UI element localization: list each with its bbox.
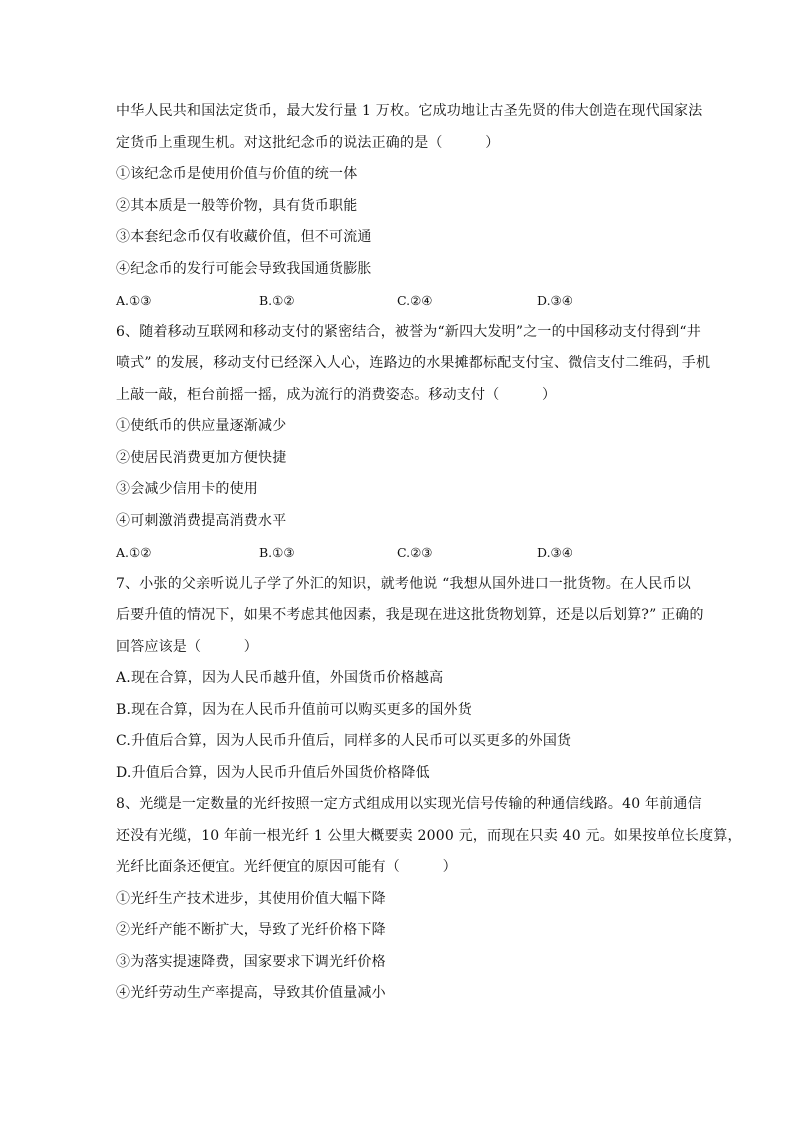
- q6-options: [116, 537, 686, 569]
- q7-choice-a: A.现在合算，因为人民币越升值，外国货币价格越高: [116, 670, 444, 686]
- q6-stem-line-3: 上敲一敲，柜台前摇一摇，成为流行的消费姿态。移动支付（ ）: [116, 386, 557, 403]
- q7-choice-c: C.升值后合算，因为人民币升值后，同样多的人民币可以买更多的外国货: [116, 733, 572, 749]
- q6-option-d: D.③④: [537, 545, 573, 560]
- q7-stem-line-3: 回答应该是（ ）: [116, 638, 258, 655]
- q6-option-a: A.①②: [116, 545, 152, 560]
- q5-option-a: A.①③: [116, 293, 152, 308]
- q6-option-c: C.②③: [397, 545, 433, 560]
- q7-stem-line-1: 7、小张的父亲听说儿子学了外汇的知识，就考他说 “我想从国外进口一批货物。在人民币以: [116, 575, 691, 592]
- q5-option-c: C.②④: [397, 293, 433, 308]
- q5-item-4: ④纪念币的发行可能会导致我国通货膨胀: [116, 260, 372, 277]
- q5-item-1: ①该纪念币是使用价值与价值的统一体: [116, 166, 358, 182]
- exam-page: [116, 96, 742, 1010]
- q6-stem-line-1: 6、随着移动互联网和移动支付的紧密结合，被誉为“新四大发明”之一的中国移动支付得到“井: [116, 323, 701, 340]
- q8-item-3: ③为落实提速降费，国家要求下调光纤价格: [116, 953, 386, 970]
- q5-options: [116, 285, 686, 317]
- q6-item-4: ④可刺激消费提高消费水平: [116, 512, 287, 529]
- q8-stem-line-1: 8、光缆是一定数量的光纤按照一定方式组成用以实现光信号传输的种通信线路。40 年前通信: [116, 796, 702, 812]
- q6-stem-line-2: 喷式” 的发展，移动支付已经深入人心，连路边的水果摊都标配支付宝、微信支付二维码，手机: [116, 355, 711, 371]
- q5-option-b: B.①②: [259, 293, 295, 308]
- q6-item-2: ②使居民消费更加方便快捷: [116, 449, 287, 466]
- q5-stem-line-2: 定货币上重现生机。对这批纪念币的说法正确的是（ ）: [116, 134, 500, 151]
- q8-item-4: ④光纤劳动生产率提高，导致其价值量减小: [116, 985, 386, 1001]
- q8-stem-line-2: 还没有光缆，10 年前一根光纤 1 公里大概要卖 2000 元，而现在只卖 40 元。如果按单位长度算，: [116, 827, 742, 844]
- q5-stem-line-1: 中华人民共和国法定货币，最大发行量 1 万枚。它成功地让古圣先贤的伟大创造在现代国家法: [116, 103, 703, 119]
- q5-item-3: ③本套纪念币仅有收藏价值，但不可流通: [116, 229, 372, 245]
- q5-item-2: ②其本质是一般等价物，具有货币职能: [116, 197, 358, 214]
- q6-item-3: ③会减少信用卡的使用: [116, 481, 258, 497]
- q7-choice-b: B.现在合算，因为在人民币升值前可以购买更多的国外货: [116, 701, 472, 718]
- q7-stem-line-2: 后要升值的情况下，如果不考虑其他因素，我是现在进这批货物划算，还是以后划算?” 正确的: [116, 607, 704, 623]
- q5-option-d: D.③④: [537, 293, 573, 308]
- q7-choice-d: D.升值后合算，因为人民币升值后外国货价格降低: [116, 764, 430, 781]
- q8-stem-line-3: 光纤比面条还便宜。光纤便宜的原因可能有（ ）: [116, 859, 457, 875]
- q6-item-1: ①使纸币的供应量逐渐减少: [116, 418, 287, 434]
- q6-option-b: B.①③: [259, 545, 295, 560]
- q8-item-2: ②光纤产能不断扩大，导致了光纤价格下降: [116, 922, 386, 938]
- q8-item-1: ①光纤生产技术进步，其使用价值大幅下降: [116, 890, 386, 907]
